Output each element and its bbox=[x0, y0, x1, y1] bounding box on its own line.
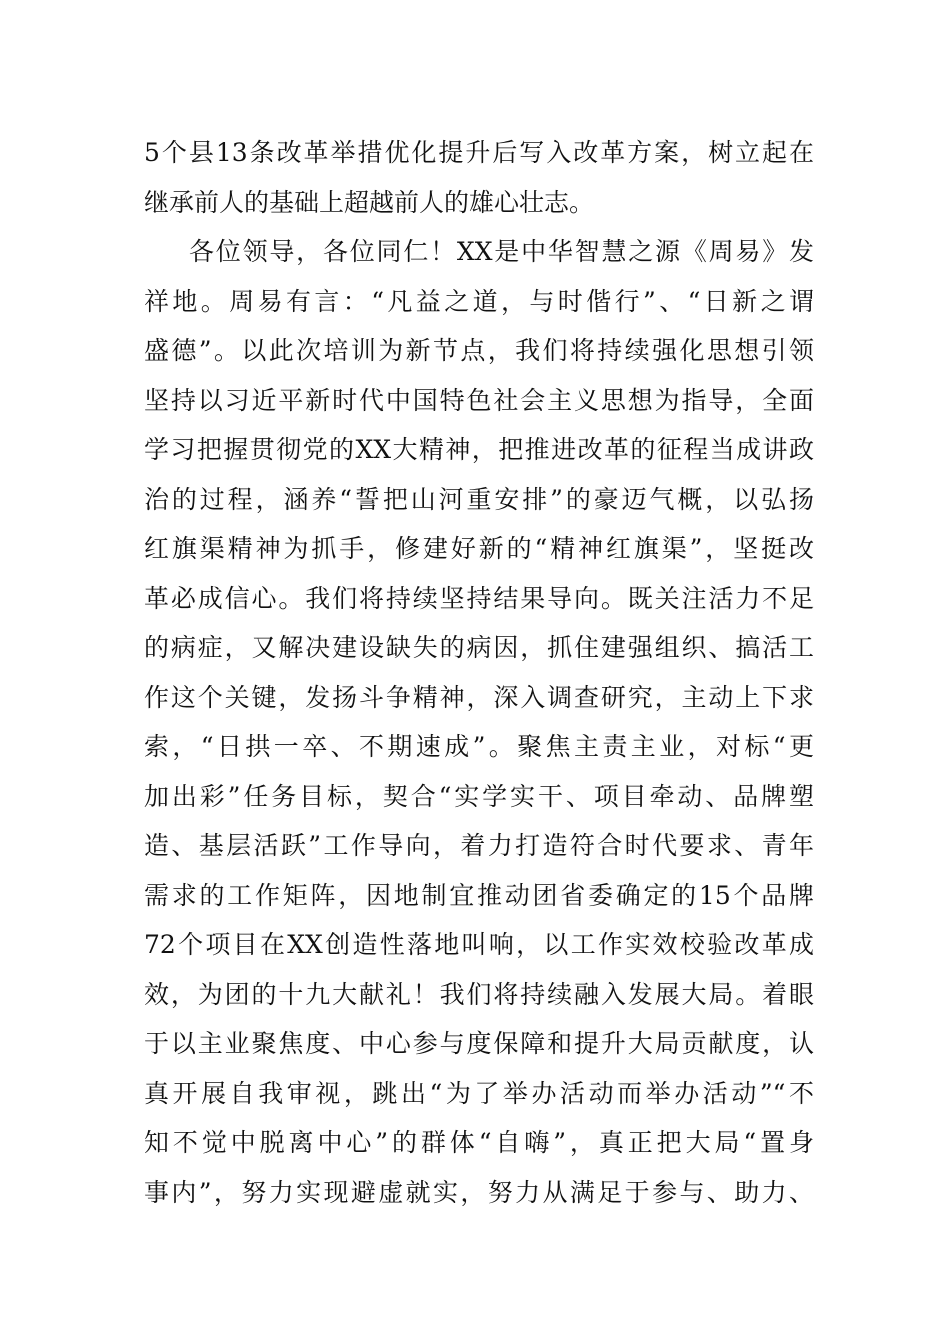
text-line: 红旗渠精神为抓手，修建好新的“精神红旗渠”，坚挺改 bbox=[144, 534, 814, 563]
text-line: 的病症，又解决建设缺失的病因，抓住建强组织、搞活工 bbox=[144, 633, 814, 662]
text-line: 盛德”。以此次培训为新节点，我们将持续强化思想引领 bbox=[144, 336, 814, 365]
text-line: 造、基层活跃”工作导向，着力打造符合时代要求、青年 bbox=[144, 831, 814, 860]
text-line: 祥地。周易有言：“凡益之道，与时偕行”、“日新之谓 bbox=[144, 286, 814, 316]
text-line: 72个项目在XX创造性落地叫响，以工作实效校验改革成 bbox=[144, 930, 814, 959]
text-line: 事内”，努力实现避虚就实，努力从满足于参与、助力、 bbox=[144, 1177, 814, 1207]
text-line: 5个县13条改革举措优化提升后写入改革方案，树立起在 bbox=[144, 138, 814, 167]
text-line: 于以主业聚焦度、中心参与度保障和提升大局贡献度，认 bbox=[144, 1029, 814, 1058]
document-body bbox=[144, 128, 814, 1217]
text-line: 需求的工作矩阵，因地制宜推动团省委确定的15个品牌 bbox=[144, 880, 814, 910]
text-line: 加出彩”任务目标，契合“实学实干、项目牵动、品牌塑 bbox=[144, 781, 814, 811]
text-line: 学习把握贯彻党的XX大精神，把推进改革的征程当成讲政 bbox=[144, 435, 814, 464]
text-line: 作这个关键，发扬斗争精神，深入调查研究，主动上下求 bbox=[144, 682, 814, 712]
text-line: 效，为团的十九大献礼！我们将持续融入发展大局。着眼 bbox=[144, 979, 814, 1009]
text-line: 继承前人的基础上超越前人的雄心壮志。 bbox=[144, 187, 595, 217]
text-line: 治的过程，涵养“誓把山河重安排”的豪迈气概，以弘扬 bbox=[144, 484, 814, 514]
text-line: 坚持以习近平新时代中国特色社会主义思想为指导，全面 bbox=[144, 385, 814, 415]
paragraph-2 bbox=[144, 227, 814, 1217]
text-line: 知不觉中脱离中心”的群体“自嗨”，真正把大局“置身 bbox=[144, 1128, 814, 1157]
text-line: 革必成信心。我们将持续坚持结果导向。既关注活力不足 bbox=[144, 583, 814, 613]
text-line: 索，“日拱一卒、不期速成”。聚焦主责主业，对标“更 bbox=[144, 732, 814, 761]
text-line: 各位领导，各位同仁！XX是中华智慧之源《周易》发 bbox=[189, 237, 814, 266]
text-line: 真开展自我审视，跳出“为了举办活动而举办活动”“不 bbox=[144, 1078, 814, 1108]
paragraph-1 bbox=[144, 128, 814, 227]
